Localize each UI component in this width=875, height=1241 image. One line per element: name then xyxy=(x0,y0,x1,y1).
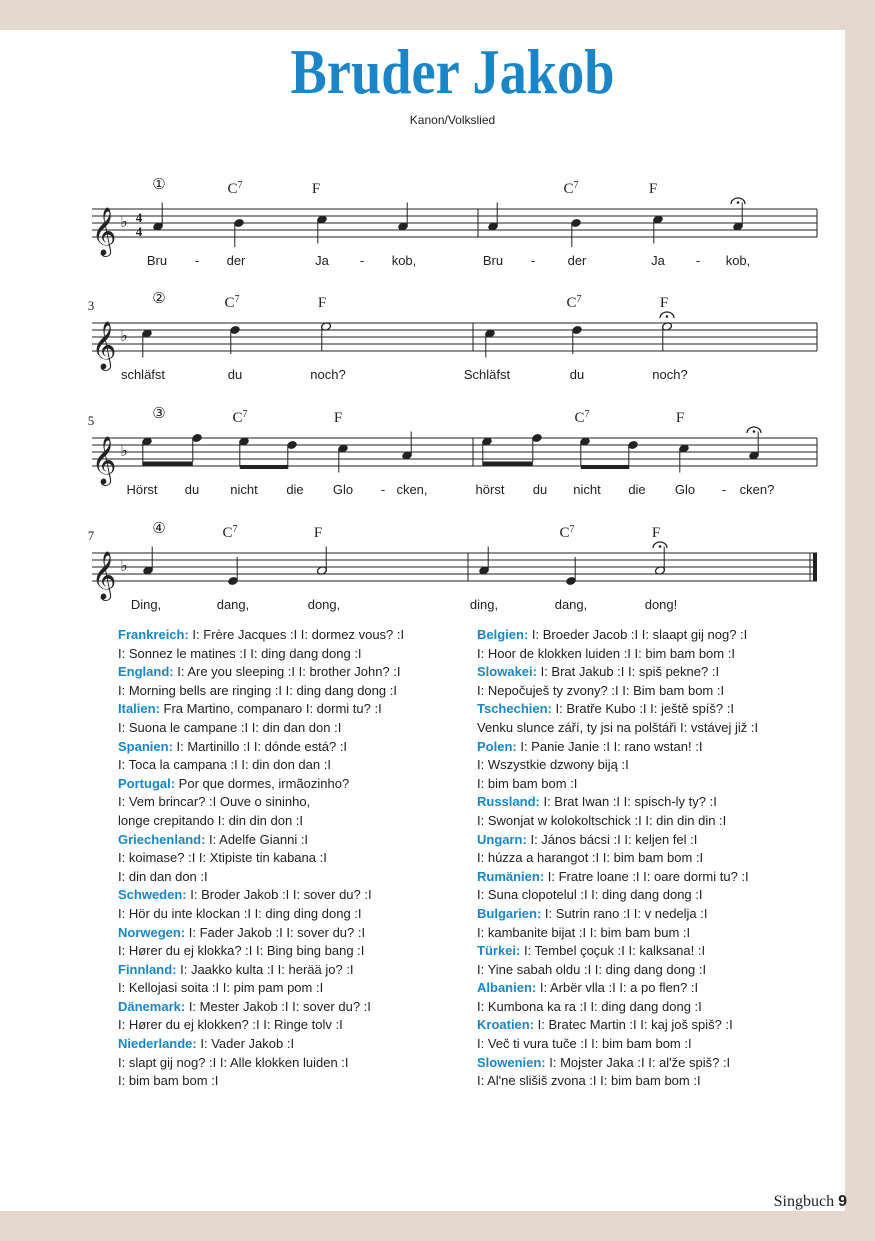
chord-symbol: $C^7$ xyxy=(224,294,240,311)
translation-text: I: Tembel çoçuk :I I: kalksana! :I xyxy=(520,943,706,959)
lyric-syllable: noch? xyxy=(310,367,346,382)
lyric-syllable: - xyxy=(530,253,536,268)
translation-line xyxy=(118,663,404,682)
translation-line xyxy=(118,645,404,664)
music-system-1 xyxy=(92,175,817,268)
chord-symbol: $C^7$ xyxy=(222,524,238,541)
chord-symbol: F xyxy=(313,525,323,541)
translation-text: I: Kellojasi soita :I I: pim pam pom :I xyxy=(118,980,324,996)
chord-extension: 7 xyxy=(237,180,243,191)
key-signature-flat-icon: ♭ xyxy=(120,441,128,460)
lyric-syllable: Glo xyxy=(674,482,696,497)
translation-line xyxy=(118,849,404,868)
lyric-syllable: Bru xyxy=(146,253,168,268)
chord-symbol: $C^7$ xyxy=(227,180,243,197)
translation-text: I: koimase? :I I: Xtipiste tin kabana :I xyxy=(118,850,327,866)
translation-line xyxy=(118,1054,404,1073)
translation-text: I: Več ti vura tuče :I I: bim bam bom :I xyxy=(477,1036,692,1052)
translation-text: I: Vader Jakob :I xyxy=(196,1036,295,1052)
chord-extension: 7 xyxy=(569,524,575,535)
country-label: Tschechien: xyxy=(477,701,552,717)
lyric-syllable: Ja xyxy=(315,253,329,268)
country-label: Ungarn: xyxy=(477,831,527,847)
translation-text: I: Bratec Martin :I I: kaj još spiš? :I xyxy=(534,1017,733,1033)
translation-text: I: Hoor de klokken luiden :I I: bim bam bom :I xyxy=(477,645,735,661)
chord-symbol: F xyxy=(651,525,661,541)
translation-line xyxy=(477,886,758,905)
lyric-syllable: schläfst xyxy=(120,367,166,382)
country-label: Norwegen: xyxy=(118,924,186,940)
music-system-3 xyxy=(88,404,817,497)
translation-text: I: Martinillo :I I: dónde está? :I xyxy=(172,738,348,754)
translation-text: I: húzza a harangot :I I: bim bam bom :I xyxy=(477,850,704,866)
translations-left-column xyxy=(118,626,404,1091)
translation-line xyxy=(118,868,404,887)
chord-extension: 7 xyxy=(232,524,238,535)
translation-line xyxy=(118,719,404,738)
translation-line xyxy=(118,924,404,943)
country-label: Italien: xyxy=(118,701,160,717)
translation-text: I: Suna clopotelul :I I: ding dang dong :I xyxy=(477,887,703,903)
lyric-syllable: dang, xyxy=(554,597,588,612)
translation-text: I: Fratre loane :I I: oare dormi tu? :I xyxy=(544,868,749,884)
canon-entry-mark: ① xyxy=(152,175,166,193)
translation-line xyxy=(477,793,758,812)
treble-clef-icon: 𝄞 xyxy=(91,320,117,369)
page-footer xyxy=(774,1193,847,1211)
translation-text: I: Hører du ej klokka? :I I: Bing bing bang :I xyxy=(118,943,365,959)
note-beam xyxy=(240,465,288,469)
lyric-syllable: die xyxy=(286,482,304,497)
chord-symbol: $C^7$ xyxy=(574,409,590,426)
translation-text: I: Frère Jacques :I I: dormez vous? :I xyxy=(188,627,405,642)
country-label: Schweden: xyxy=(118,887,187,903)
measure-number: 5 xyxy=(87,413,95,428)
translation-line xyxy=(118,738,404,757)
music-system-4 xyxy=(88,519,817,612)
chord-symbol: F xyxy=(317,295,327,311)
lyric-syllable: die xyxy=(628,482,646,497)
song-subtitle: Kanon/Volkslied xyxy=(409,113,496,127)
page-number: 9 xyxy=(838,1193,847,1210)
translation-line xyxy=(118,961,404,980)
translation-line xyxy=(118,886,404,905)
lyric-syllable: dong! xyxy=(644,597,678,612)
lyric-syllable: du xyxy=(184,482,200,497)
translation-text: I: Broder Jakob :I I: sover du? :I xyxy=(186,887,372,903)
country-label: Albanien: xyxy=(477,980,537,996)
treble-clef-icon: 𝄞 xyxy=(91,435,117,484)
translation-text: I: Panie Janie :I I: rano wstan! :I xyxy=(516,738,703,754)
translation-text: I: Are you sleeping :I I: brother John? :I xyxy=(173,664,401,680)
translation-line xyxy=(118,756,404,775)
lyric-syllable: Ding, xyxy=(130,597,162,612)
lyric-syllable: du xyxy=(227,367,243,382)
translations-right-column xyxy=(477,626,758,1091)
lyric-syllable: cken, xyxy=(396,482,428,497)
country-label: Niederlande: xyxy=(118,1036,197,1052)
lyric-syllable: hörst xyxy=(475,482,505,497)
key-signature-flat-icon: ♭ xyxy=(120,556,128,575)
lyric-syllable: - xyxy=(380,482,386,497)
translation-line xyxy=(118,682,404,701)
key-signature-flat-icon: ♭ xyxy=(120,212,128,231)
translation-text: I: Mojster Jaka :I I: al'že spiš? :I xyxy=(545,1054,731,1070)
lyric-syllable: - xyxy=(194,253,200,268)
translation-line xyxy=(477,979,758,998)
translation-line xyxy=(118,998,404,1017)
lyric-syllable: dong, xyxy=(307,597,341,612)
lyric-syllable: ding, xyxy=(469,597,499,612)
measure-number: 7 xyxy=(87,528,95,543)
lyric-syllable: noch? xyxy=(652,367,688,382)
translation-text: I: bim bam bom :I xyxy=(477,775,578,791)
translation-text: I: Morning bells are ringing :I I: ding dang dong :I xyxy=(118,682,397,698)
translation-text: I: bim bam bom :I xyxy=(118,1073,219,1089)
translation-line xyxy=(118,812,404,831)
translation-line xyxy=(477,738,758,757)
translation-line xyxy=(477,682,758,701)
translation-line xyxy=(477,1054,758,1073)
translation-text: I: Broeder Jacob :I I: slaapt gij nog? :I xyxy=(528,627,748,642)
fermata-dot xyxy=(666,315,669,318)
translation-text: I: din dan don :I xyxy=(118,868,208,884)
translation-line xyxy=(118,1016,404,1035)
lyric-syllable: der xyxy=(567,253,587,268)
lyric-syllable: kob, xyxy=(725,253,751,268)
translation-text: I: Sutrin rano :I I: v nedelja :I xyxy=(541,905,708,921)
country-label: Slowakei: xyxy=(477,664,537,680)
translation-line xyxy=(477,942,758,961)
translation-text: I: Wszystkie dzwony biją :I xyxy=(477,757,629,773)
translation-text: Fra Martino, companaro I: dormi tu? :I xyxy=(159,701,382,717)
country-label: Polen: xyxy=(477,738,517,754)
translation-text: I: kambanite bijat :I I: bim bam bum :I xyxy=(477,924,691,940)
translation-line xyxy=(477,868,758,887)
country-label: Slowenien: xyxy=(477,1054,546,1070)
translation-text: I: Bratře Kubo :I I: ještě spíš? :I xyxy=(551,701,734,717)
translation-text: I: Swonjat w kolokoltschick :I I: din din din :I xyxy=(477,812,727,828)
translation-line xyxy=(477,905,758,924)
country-label: Dänemark: xyxy=(118,998,186,1014)
translation-text: I: Jaakko kulta :I I: herää jo? :I xyxy=(176,961,354,977)
translation-text: I: Adelfe Gianni :I xyxy=(205,831,309,847)
lyric-syllable: du xyxy=(532,482,548,497)
translation-line xyxy=(118,1072,404,1091)
chord-symbol: F xyxy=(675,410,685,426)
translation-line xyxy=(477,849,758,868)
chord-symbol: F xyxy=(333,410,343,426)
translation-line xyxy=(477,924,758,943)
final-bar-thick-line xyxy=(813,553,817,581)
music-system-2 xyxy=(88,289,817,382)
translation-line xyxy=(477,775,758,794)
treble-clef-icon: 𝄞 xyxy=(91,550,117,599)
lyric-syllable: cken? xyxy=(739,482,775,497)
translation-text: I: Suona le campane :I I: din dan don :I xyxy=(118,719,342,735)
country-label: Rumänien: xyxy=(477,868,545,884)
translation-text: I: Sonnez le matines :I I: ding dang dong :I xyxy=(118,645,362,661)
translation-text: Por que dormes, irmãozinho? xyxy=(175,775,350,791)
chord-symbol: F xyxy=(311,181,321,197)
translation-line xyxy=(477,756,758,775)
canon-entry-mark: ③ xyxy=(152,404,166,422)
translation-line xyxy=(477,998,758,1017)
treble-clef-icon: 𝄞 xyxy=(91,206,117,255)
country-label: Belgien: xyxy=(477,627,529,642)
translation-line xyxy=(477,663,758,682)
translation-line xyxy=(477,626,758,645)
country-label: Portugal: xyxy=(118,775,176,791)
chord-symbol: F xyxy=(648,181,658,197)
fermata-dot xyxy=(753,430,756,433)
note-beam xyxy=(581,465,629,469)
translation-line xyxy=(118,793,404,812)
translation-text: Venku slunce září, ty jsi na polštáři I: vstávej již :I xyxy=(477,719,759,735)
lyric-syllable: Schläfst xyxy=(463,367,511,382)
chord-extension: 7 xyxy=(584,409,590,420)
translation-line xyxy=(118,905,404,924)
chord-extension: 7 xyxy=(242,409,248,420)
note-beam xyxy=(483,462,533,466)
chord-extension: 7 xyxy=(576,294,582,305)
country-label: Griechenland: xyxy=(118,831,206,847)
lyric-syllable: Hörst xyxy=(126,482,158,497)
translation-text: I: Hör du inte klockan :I I: ding ding dong :I xyxy=(118,905,362,921)
translation-text: I: Kumbona ka ra :I I: ding dang dong :I xyxy=(477,998,702,1014)
lyric-syllable: du xyxy=(569,367,585,382)
lyric-syllable: dang, xyxy=(216,597,250,612)
translation-line xyxy=(118,626,404,645)
translation-line xyxy=(477,1072,758,1091)
translation-line xyxy=(477,645,758,664)
translation-line xyxy=(118,831,404,850)
translation-text: I: Brat Jakub :I I: spiš pekne? :I xyxy=(536,664,720,680)
lyric-syllable: Ja xyxy=(651,253,665,268)
translation-line xyxy=(118,942,404,961)
chord-extension: 7 xyxy=(234,294,240,305)
fermata-dot xyxy=(659,545,662,548)
translation-line xyxy=(477,719,758,738)
lyric-syllable: der xyxy=(226,253,246,268)
translation-line xyxy=(477,961,758,980)
canon-entry-mark: ② xyxy=(152,289,166,307)
translation-line xyxy=(118,979,404,998)
chord-symbol: $C^7$ xyxy=(232,409,248,426)
translation-line xyxy=(477,812,758,831)
key-signature-flat-icon: ♭ xyxy=(120,326,128,345)
translation-text: I: slapt gij nog? :I I: Alle klokken luiden :I xyxy=(118,1054,349,1070)
chord-symbol: F xyxy=(659,295,669,311)
country-label: England: xyxy=(118,664,174,680)
country-label: Frankreich: xyxy=(118,627,189,642)
translation-text: I: Nepočuješ ty zvony? :I I: Bim bam bom :I xyxy=(477,682,725,698)
lyric-syllable: Glo xyxy=(332,482,354,497)
chord-symbol: $C^7$ xyxy=(559,524,575,541)
translation-line xyxy=(477,1016,758,1035)
chord-symbol: $C^7$ xyxy=(566,294,582,311)
translation-text: I: János bácsi :I I: keljen fel :I xyxy=(526,831,698,847)
translation-line xyxy=(477,1035,758,1054)
time-signature-bottom: 4 xyxy=(135,224,143,239)
translation-text: I: Fader Jakob :I I: sover du? :I xyxy=(185,924,366,940)
translation-text: I: Arbër vlla :I I: a po flen? :I xyxy=(536,980,699,996)
country-label: Kroatien: xyxy=(477,1017,535,1033)
country-label: Finnland: xyxy=(118,961,177,977)
translation-line xyxy=(118,775,404,794)
lyric-syllable: - xyxy=(721,482,727,497)
measure-number: 3 xyxy=(87,298,95,313)
lyric-syllable: nicht xyxy=(573,482,601,497)
country-label: Spanien: xyxy=(118,738,173,754)
translation-text: I: Mester Jakob :I I: sover du? :I xyxy=(185,998,371,1014)
translation-text: I: Al'ne slišiš zvona :I I: bim bam bom :I xyxy=(477,1073,701,1089)
translation-text: I: Toca la campana :I I: din don dan :I xyxy=(118,757,331,773)
translation-text: longe crepitando I: din din don :I xyxy=(118,812,304,828)
book-name: Singbuch xyxy=(773,1193,835,1210)
chord-extension: 7 xyxy=(573,180,579,191)
country-label: Türkei: xyxy=(477,943,521,959)
canon-entry-mark: ④ xyxy=(152,519,166,537)
translation-line xyxy=(118,1035,404,1054)
lyric-syllable: nicht xyxy=(230,482,258,497)
time-signature-top: 4 xyxy=(135,210,143,225)
translation-line xyxy=(477,700,758,719)
lyric-syllable: kob, xyxy=(391,253,417,268)
country-label: Bulgarien: xyxy=(477,905,542,921)
lyric-syllable: - xyxy=(359,253,365,268)
translation-text: I: Vem brincar? :I Ouve o sininho, xyxy=(118,794,311,810)
lyric-syllable: Bru xyxy=(482,253,504,268)
translation-line xyxy=(118,700,404,719)
lyric-syllable: - xyxy=(695,253,701,268)
translation-text: I: Hører du ej klokken? :I I: Ringe tolv :I xyxy=(118,1017,343,1033)
song-title: Bruder Jakob xyxy=(290,36,615,107)
translation-text: I: Brat Iwan :I I: spisch-ly ty? :I xyxy=(539,794,717,810)
chord-symbol: $C^7$ xyxy=(563,180,579,197)
note-beam xyxy=(143,462,193,466)
translation-line xyxy=(477,831,758,850)
fermata-dot xyxy=(737,201,740,204)
country-label: Russland: xyxy=(477,794,540,810)
translation-text: I: Yine sabah oldu :I I: ding dang dong :I xyxy=(477,961,707,977)
